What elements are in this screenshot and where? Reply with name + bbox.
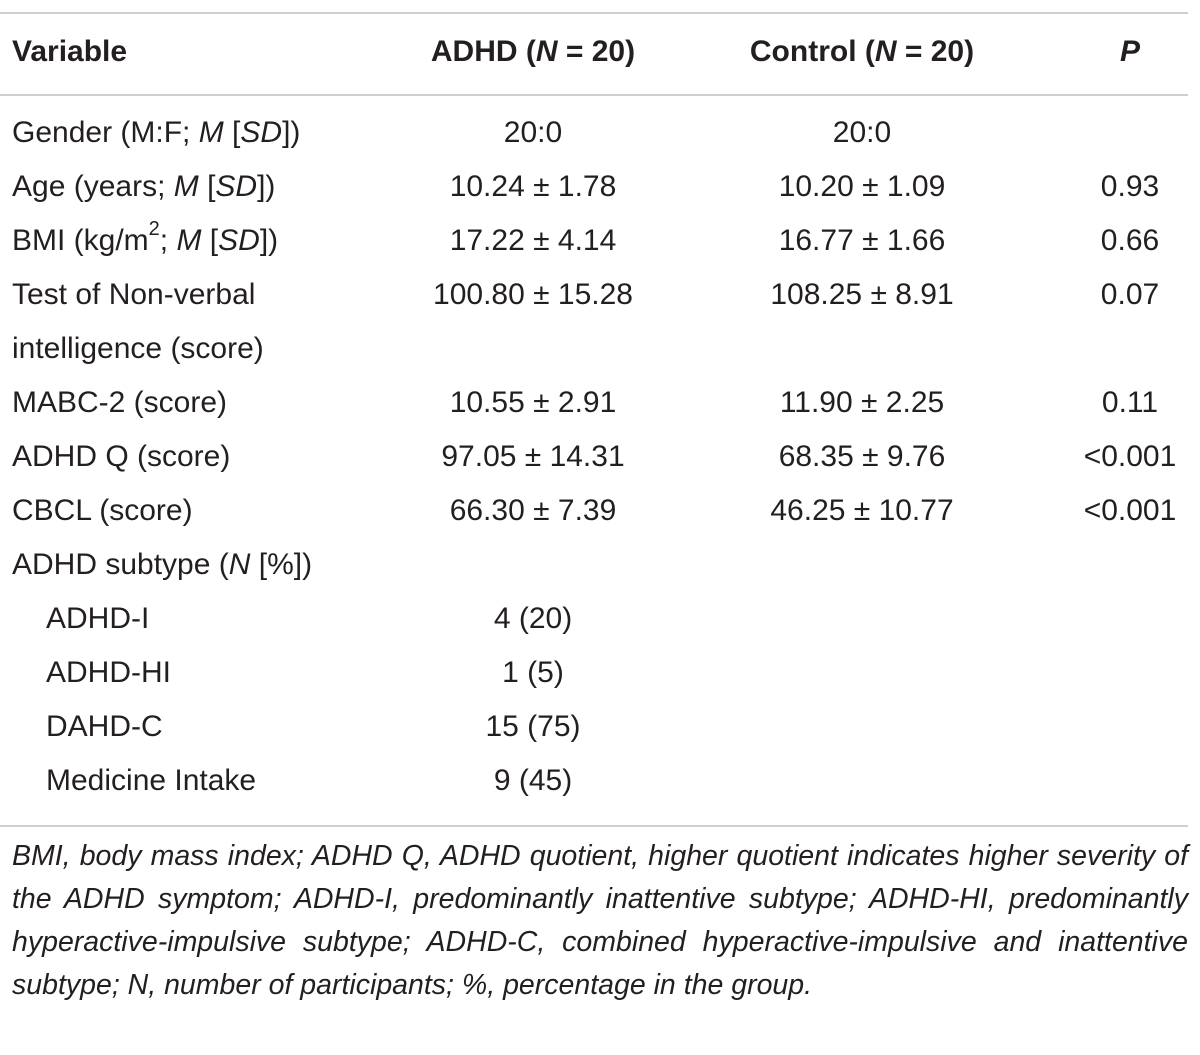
header-adhd-prefix: ADHD ( [430, 35, 536, 68]
row-cbcl-p: <0.001 [1083, 494, 1177, 527]
row-adhd-hi-adhd: 1 (5) [502, 656, 564, 689]
header-adhd [393, 25, 673, 79]
header-adhd-n: N [535, 35, 558, 68]
header-control-n: N [874, 35, 897, 68]
row-nonverbal-label-line2: intelligence (score) [12, 332, 264, 365]
header-p [1060, 25, 1200, 79]
row-mabc-label: MABC-2 (score) [12, 386, 228, 419]
table-footnote: BMI, body mass index; ADHD Q, ADHD quotient, higher quotient indicates higher severity of the ADHD symptom; ADHD-I, predominantly inattentive subtype; ADHD-HI, predominantly hyperactive-impulsive subtype; ADHD-C, combined hyperactive-impulsive and inattentive subtype; N, number of participants; %, percentage in the group. [12, 840, 1188, 1001]
row-bmi-adhd: 17.22 ± 4.14 [449, 224, 617, 257]
row-nonverbal-adhd: 100.80 ± 15.28 [433, 278, 633, 311]
row-adhdq-adhd: 97.05 ± 14.31 [441, 440, 625, 473]
row-age-label: Age (years; M [SD]) [12, 170, 276, 203]
row-medicine-adhd: 9 (45) [493, 764, 573, 797]
row-adhd-c-label: DAHD-C [46, 710, 163, 743]
row-nonverbal-control: 108.25 ± 8.91 [770, 278, 954, 311]
row-adhdq-p: <0.001 [1083, 440, 1177, 473]
row-bmi-label: BMI ($kg/m^2$; M [SD]) [12, 218, 279, 257]
header-control-prefix: Control ( [749, 35, 875, 68]
row-cbcl-control: 46.25 ± 10.77 [770, 494, 954, 527]
header-variable: Variable [12, 35, 128, 68]
row-bmi-control: 16.77 ± 1.66 [778, 224, 946, 257]
row-adhd-c-adhd: 15 (75) [485, 710, 581, 743]
header-control-suffix: = 20) [896, 35, 975, 68]
row-gender-label: Gender (M:F; M [SD]) [12, 116, 301, 149]
row-adhdq-control: 68.35 ± 9.76 [778, 440, 946, 473]
row-gender-adhd: 20:0 [503, 116, 563, 149]
row-adhd-i-label: ADHD-I [46, 602, 150, 635]
header-adhd-suffix: = 20) [557, 35, 636, 68]
row-nonverbal-p: 0.07 [1100, 278, 1160, 311]
row-adhdq-label: ADHD Q (score) [12, 440, 231, 473]
row-subtype-label: ADHD subtype (N [%]) [12, 548, 313, 581]
row-mabc-adhd: 10.55 ± 2.91 [449, 386, 617, 419]
top-rule [0, 12, 1188, 14]
bottom-rule [0, 825, 1188, 827]
row-age-p: 0.93 [1100, 170, 1160, 203]
row-age-control: 10.20 ± 1.09 [778, 170, 946, 203]
row-nonverbal-label: Test of Non-verbal [12, 278, 256, 311]
header-control [722, 25, 1002, 79]
row-mabc-p: 0.11 [1101, 386, 1159, 419]
row-cbcl-label: CBCL (score) [12, 494, 193, 527]
row-age-adhd: 10.24 ± 1.78 [449, 170, 617, 203]
row-mabc-control: 11.90 ± 2.25 [779, 386, 945, 419]
header-p-label: P [1119, 35, 1140, 68]
row-gender-control: 20:0 [832, 116, 892, 149]
row-adhd-i-adhd: 4 (20) [493, 602, 573, 635]
header-rule [0, 94, 1188, 96]
row-adhd-hi-label: ADHD-HI [46, 656, 171, 689]
row-bmi-p: 0.66 [1100, 224, 1160, 257]
row-medicine-label: Medicine Intake [46, 764, 257, 797]
row-cbcl-adhd: 66.30 ± 7.39 [449, 494, 617, 527]
